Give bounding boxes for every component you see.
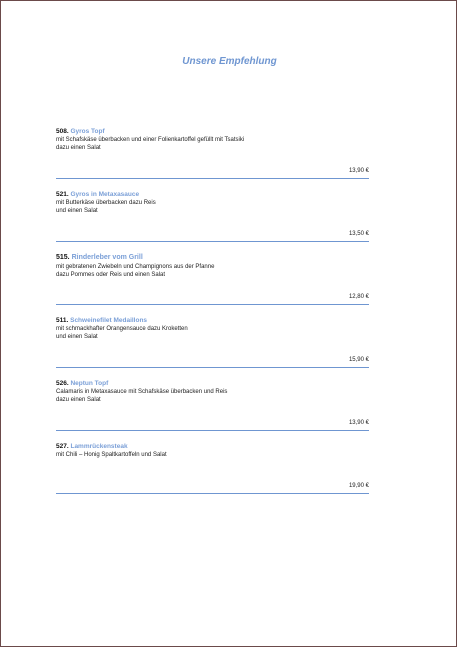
item-heading — [56, 127, 369, 136]
menu-list — [56, 127, 369, 505]
menu-item — [56, 190, 369, 242]
item-price: 13,50 € — [348, 231, 369, 237]
menu-item — [56, 316, 369, 368]
item-number: 508. — [56, 128, 69, 135]
item-heading — [56, 442, 369, 451]
item-heading — [56, 316, 369, 325]
item-name: Schweinefilet Medaillons — [70, 317, 148, 324]
item-description: dazu einen Salat — [56, 145, 101, 152]
item-description: mit schmackhafter Orangensauce dazu Kroketten — [56, 326, 188, 332]
item-description: mit Schafskäse überbacken und einer Folienkartoffel gefüllt mit Tsatsiki — [56, 137, 245, 143]
item-number: 526. — [56, 380, 69, 387]
item-price: 13,90 € — [348, 168, 369, 174]
item-heading — [56, 253, 369, 263]
item-description: Calamaris in Metaxasauce mit Schafskäse überbacken und Reis — [56, 389, 228, 395]
item-price: 15,90 € — [348, 357, 369, 363]
item-name: Lammrückensteak — [70, 443, 128, 450]
item-number: 527. — [56, 443, 69, 450]
item-price: 12,80 € — [348, 294, 369, 300]
item-description: dazu Pommes oder Reis und einen Salat — [56, 272, 166, 279]
item-price: 19,90 € — [348, 483, 369, 489]
menu-item — [56, 379, 369, 431]
item-name: Neptun Topf — [70, 380, 109, 387]
item-number: 521. — [56, 191, 69, 198]
item-description: dazu einen Salat — [56, 397, 101, 404]
menu-item — [56, 127, 369, 179]
item-price: 13,90 € — [348, 420, 369, 426]
item-number: 515. — [56, 254, 70, 261]
item-name: Gyros Topf — [70, 128, 105, 135]
item-description: und einen Salat — [56, 334, 98, 341]
item-name: Rinderleber vom Grill — [71, 254, 143, 261]
menu-item — [56, 442, 369, 494]
item-description: mit Butterkäse überbacken dazu Reis — [56, 200, 156, 206]
item-description: mit gebratenen Zwiebeln und Champignons aus der Pfanne — [56, 264, 215, 270]
item-heading — [56, 190, 369, 199]
menu-item — [56, 253, 369, 305]
item-description: mit Chili – Honig Spaltkartoffeln und Salat — [56, 452, 167, 458]
item-heading — [56, 379, 369, 388]
page-title: Unsere Empfehlung — [182, 56, 277, 67]
item-number: 511. — [56, 317, 69, 324]
item-name: Gyros in Metaxasauce — [70, 191, 140, 198]
item-description: und einen Salat — [56, 208, 98, 215]
